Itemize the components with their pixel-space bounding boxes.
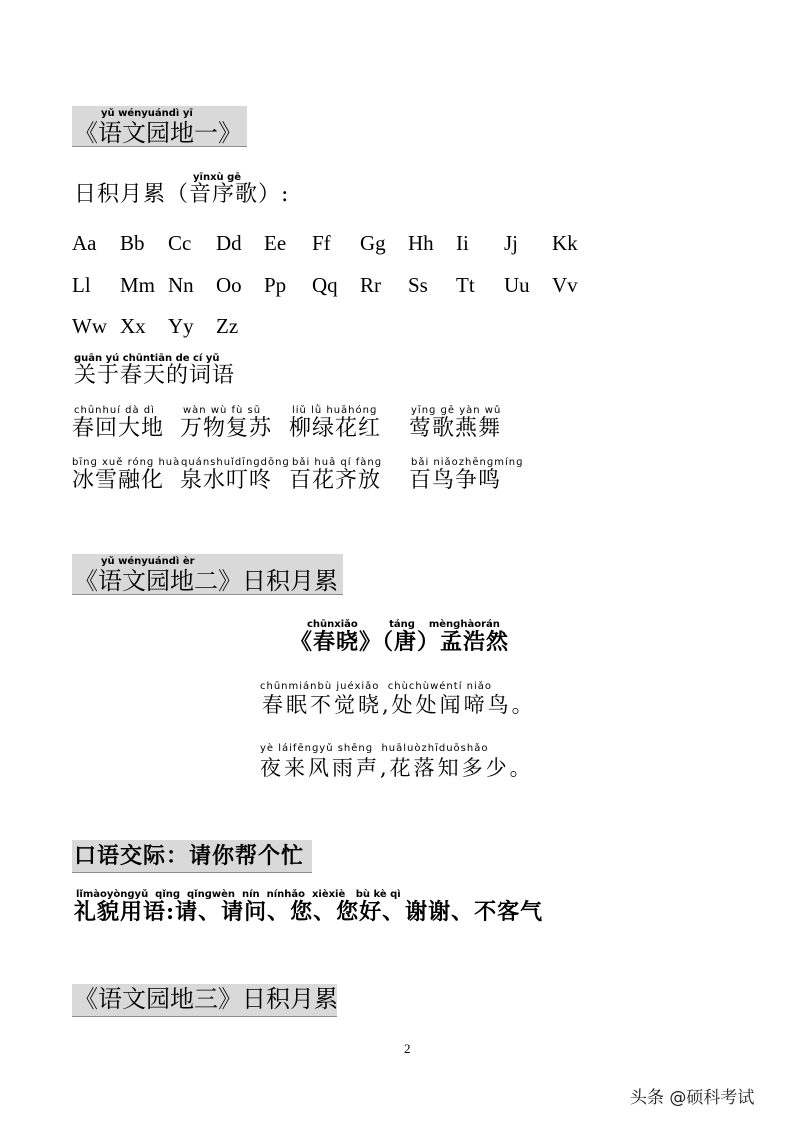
spring-pinyin: ɡuān yú chūntiān de cí yǔ (74, 353, 220, 364)
spring-word-pinyin: bǎi huā qí fànɡ (292, 457, 383, 468)
alphabet-letter-pair: Cc (168, 231, 192, 255)
section4-title: 《语文园地三》日积月累 (74, 985, 338, 1013)
spring-word-pinyin: wàn wù fù sū (183, 405, 262, 416)
alphabet-letter-pair: Aa (72, 231, 97, 255)
section3-title: 口语交际：请你帮个忙 (74, 843, 305, 869)
page-number: 2 (404, 1041, 411, 1056)
section2-pinyin: yǔ wényuándì èr (101, 556, 195, 567)
spring-word: 百鸟争鸣 (409, 468, 502, 493)
alphabet-letter-pair: Qq (312, 273, 338, 297)
alphabet-letter-pair: Zz (216, 314, 239, 338)
section1-title: 《语文园地一》 (74, 119, 242, 147)
spring-word-pinyin: liǔ lǜ huāhónɡ (292, 405, 378, 416)
section1-pinyin: yǔ wényuándì yī (101, 108, 193, 119)
poem-line1: 春眠不觉晓,处处闻啼鸟。 (262, 693, 536, 717)
spring-word-pinyin: bǎi niǎozhēnɡmínɡ (411, 457, 524, 468)
riji-label: 日积月累（音序歌）: (74, 182, 290, 207)
alphabet-letter-pair: Pp (264, 273, 287, 297)
riji-pinyin: yīnxù gē (193, 172, 242, 183)
alphabet-letter-pair: Nn (168, 273, 194, 297)
alphabet-letter-pair: Ss (408, 273, 428, 297)
alphabet-letter-pair: Mm (120, 273, 156, 297)
alphabet-letter-pair: Jj (504, 231, 519, 255)
alphabet-letter-pair: Uu (504, 273, 530, 297)
spring-word: 莺歌燕舞 (409, 416, 502, 441)
alphabet-letter-pair: Kk (552, 231, 578, 255)
alphabet-letter-pair: Rr (360, 273, 381, 297)
spring-word-pinyin: quánshuǐdīnɡdōnɡ (181, 457, 290, 468)
alphabet-letter-pair: Gg (360, 231, 386, 255)
section2-title: 《语文园地二》日积月累 (74, 567, 338, 595)
alphabet-letter-pair: Bb (120, 231, 145, 255)
alphabet-letter-pair: Tt (456, 273, 475, 297)
alphabet-letter-pair: Ww (72, 314, 107, 338)
alphabet-letter-pair: Xx (120, 314, 146, 338)
polite-pinyin: lǐmàoyònɡyǔ qǐnɡ qǐnɡwèn nín nínhǎo xièxiè bù kè qì (76, 889, 401, 900)
alphabet-letter-pair: Oo (216, 273, 242, 297)
poem-title-pinyin: chūnxiǎo tánɡ mènɡhàorán (307, 619, 500, 630)
alphabet-letter-pair: Ee (264, 231, 287, 255)
spring-word-pinyin: bīnɡ xuě rónɡ huà (72, 457, 181, 468)
polite-text: 礼貌用语:请、请问、您、您好、谢谢、不客气 (74, 899, 544, 925)
alphabet-letter-pair: Yy (168, 314, 194, 338)
spring-word: 冰雪融化 (72, 468, 165, 493)
alphabet-letter-pair: Ii (456, 231, 469, 255)
spring-word-pinyin: chūnhuí dà dì (74, 405, 155, 416)
spring-word-pinyin: yīnɡ ɡē yàn wǔ (411, 405, 502, 416)
spring-word: 柳绿花红 (289, 416, 382, 441)
watermark: 头条 @硕科考试 (630, 1088, 755, 1108)
alphabet-letter-pair: Ff (312, 231, 331, 255)
alphabet-letter-pair: Vv (552, 273, 578, 297)
spring-word: 百花齐放 (289, 468, 382, 493)
spring-title: 关于春天的词语 (74, 363, 236, 388)
alphabet-letter-pair: Hh (408, 231, 434, 255)
spring-word: 万物复苏 (180, 416, 273, 441)
alphabet-letter-pair: Dd (216, 231, 242, 255)
poem-line1-pinyin: chūnmiánbù juéxiǎo chùchùwéntí niǎo (260, 681, 493, 692)
spring-word: 春回大地 (72, 416, 165, 441)
alphabet-letter-pair: Ll (72, 273, 91, 297)
poem-title: 《春晓》（唐）孟浩然 (290, 629, 510, 655)
poem-line2: 夜来风雨声,花落知多少。 (260, 756, 534, 780)
spring-word: 泉水叮咚 (180, 468, 273, 493)
poem-line2-pinyin: yè láifēnɡyǔ shēnɡ huāluòzhīduōshǎo (260, 743, 489, 754)
